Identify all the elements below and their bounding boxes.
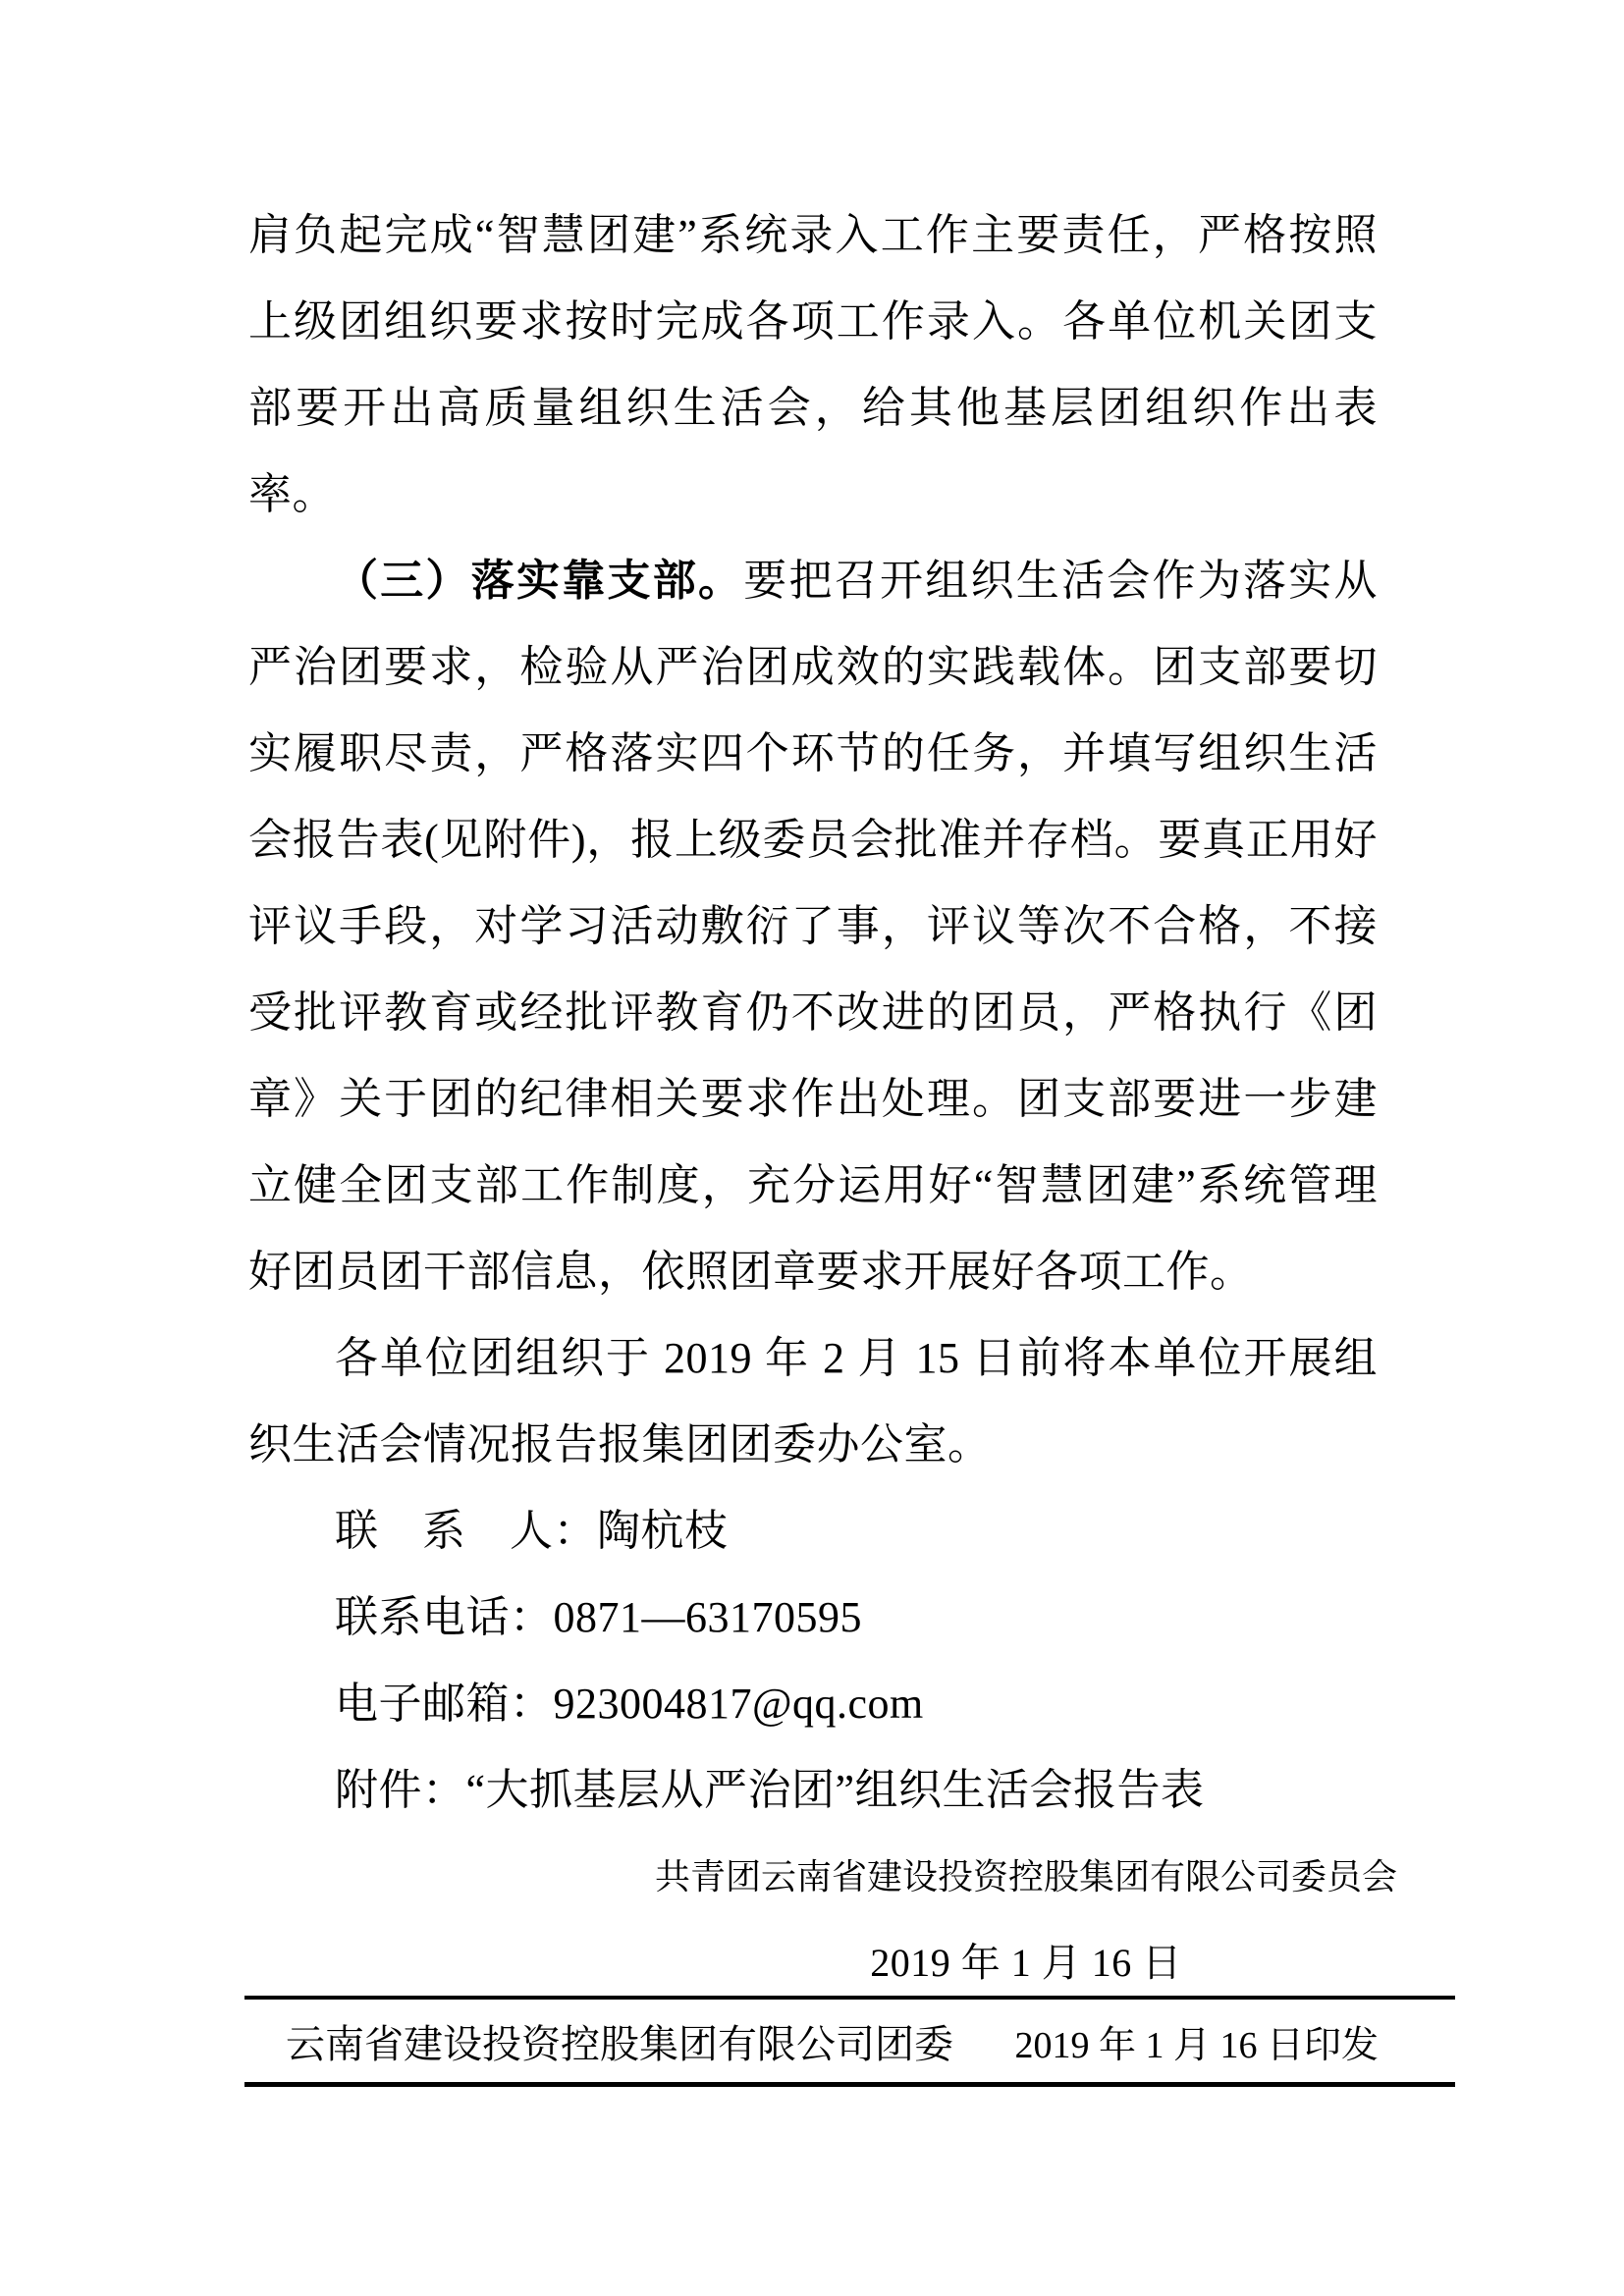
paragraph-section-three: [248, 538, 1378, 1315]
section-body-text: 要把召开组织生活会作为落实从严治团要求，检验从严治团成效的实践载体。团支部要切实履职尽责，严格落实四个环节的任务，并填写组织生活会报告表(见附件)，报上级委员会批准并存档。要真正用好评议手段，对学习活动敷衍了事，评议等次不合格，不接受批评教育或经批评教育仍不改进的团员，严格执行《团章》关于团的纪律相关要求作出处理。团支部要进一步建立健全团支部工作制度，充分运用好“智慧团建”系统管理好团员团干部信息，依照团章要求开展好各项工作。: [248, 557, 1378, 1296]
footer-print-date: 2019 年 1 月 16 日印发: [1014, 2024, 1379, 2066]
contact-phone-line: 联系电话：0871—63170595: [335, 1593, 862, 1641]
paragraph-continuation: 肩负起完成“智慧团建”系统录入工作主要责任，严格按照上级团组织要求按时完成各项工作录入。各单位机关团支部要开出高质量组织生活会，给其他基层团组织作出表率。: [248, 211, 1378, 518]
contact-person-line: 联 系 人：陶杭枝: [335, 1507, 729, 1555]
attachment-line: 附件：“大抓基层从严治团”组织生活会报告表: [335, 1766, 1205, 1814]
contact-email-line: 电子邮箱：923004817@qq.com: [335, 1680, 924, 1728]
footer-rule-bottom: [244, 2082, 1455, 2087]
signature-org: 共青团云南省建设投资控股集团有限公司委员会: [654, 1857, 1397, 1896]
signature-block: [655, 1834, 1397, 2006]
section-heading: （三）落实靠支部。: [335, 557, 744, 605]
footer-issuer: 云南省建设投资控股集团有限公司团委: [286, 2021, 953, 2066]
footer-row: [244, 2000, 1455, 2082]
footer-colophon: [244, 1996, 1455, 2087]
paragraph-deadline: 各单位团组织于 2019 年 2 月 15 日前将本单位开展组织生活会情况报告报集团团委办公室。: [248, 1334, 1378, 1468]
signature-date: 2019 年 1 月 16 日: [870, 1941, 1182, 1985]
document-body: [248, 192, 1397, 2006]
